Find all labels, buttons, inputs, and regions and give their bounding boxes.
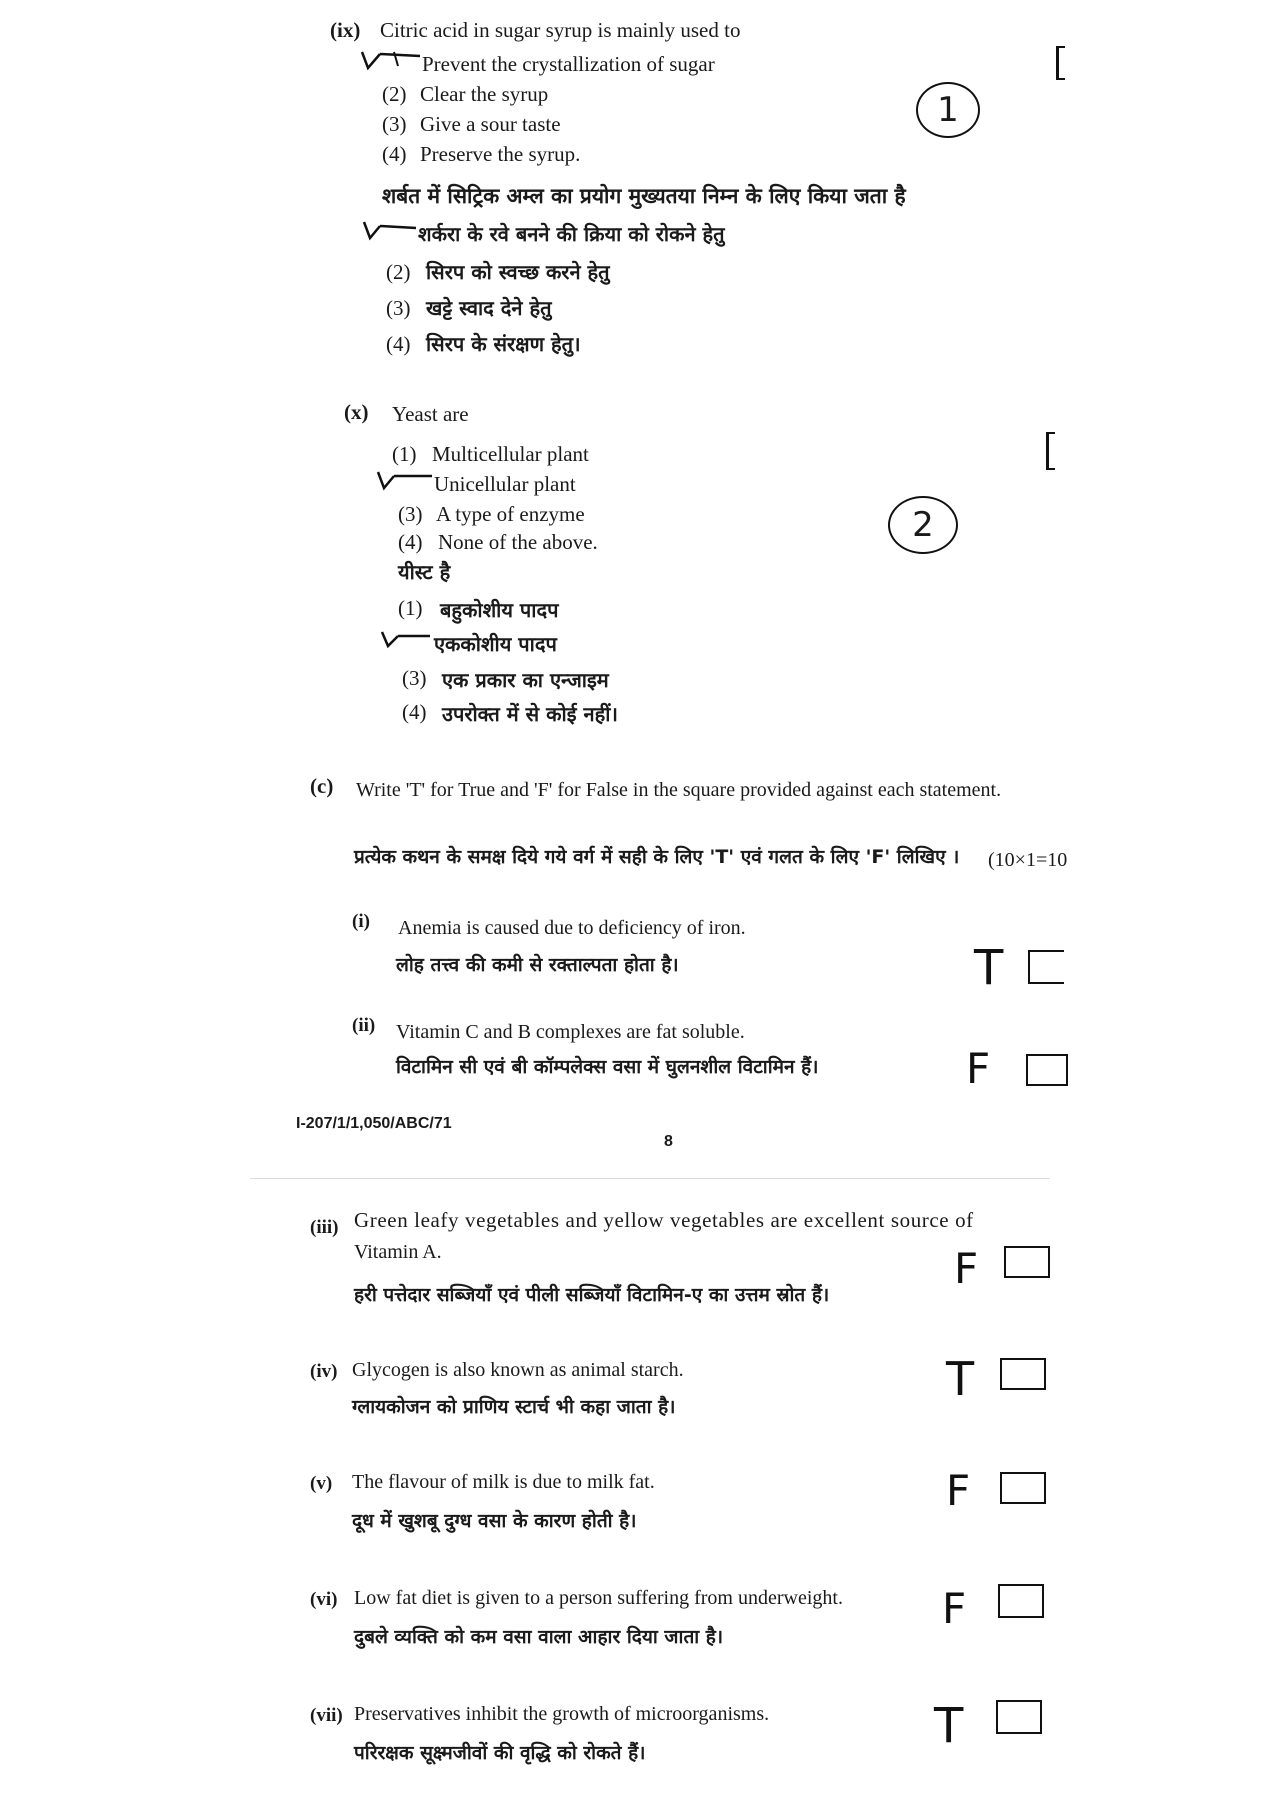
item-1-en: Anemia is caused due to deficiency of iron.: [398, 917, 746, 939]
item-2-answer-box[interactable]: [1026, 1054, 1068, 1086]
q10-option-4-hi-num: (4): [402, 700, 427, 724]
item-1-answer: T: [974, 940, 1004, 996]
q10-answer-bracket: [1046, 432, 1055, 470]
checkmark-icon: [358, 48, 424, 74]
q9-option-3-hi: खट्टे स्वाद देने हेतु: [426, 296, 552, 320]
item-7-answer-box[interactable]: [996, 1700, 1042, 1734]
q9-question-en: Citric acid in sugar syrup is mainly used to: [380, 18, 741, 42]
item-7-hi: परिरक्षक सूक्ष्मजीवों की वृद्धि को रोकते हैं।: [354, 1742, 646, 1764]
q10-option-1-hi: बहुकोशीय पादप: [440, 598, 559, 622]
item-2-label: (ii): [352, 1015, 376, 1036]
q10-answer-tick-en: [374, 468, 434, 498]
item-5-hi: दूध में खुशबू दुग्ध वसा के कारण होती है।: [352, 1510, 637, 1532]
item-7-answer: T: [934, 1698, 964, 1754]
q10-option-2-en: Unicellular plant: [434, 472, 576, 496]
section-c-marks: (10×1=10: [988, 849, 1068, 871]
q9-option-4-en: Preserve the syrup.: [420, 142, 581, 166]
q9-option-2-num: (2): [382, 82, 407, 106]
item-5-en: The flavour of milk is due to milk fat.: [352, 1471, 655, 1493]
q9-option-2-hi: सिरप को स्वच्छ करने हेतु: [426, 260, 610, 284]
q10-option-4-num: (4): [398, 530, 423, 554]
q10-option-3-hi-num: (3): [402, 666, 427, 690]
item-7-en: Preservatives inhibit the growth of microorganisms.: [354, 1703, 770, 1725]
item-1-label: (i): [352, 911, 370, 932]
q9-option-4-hi-num: (4): [386, 332, 411, 356]
item-2-hi: विटामिन सी एवं बी कॉम्पलेक्स वसा में घुलनशील विटामिन हैं।: [396, 1056, 819, 1078]
q10-option-3-en: A type of enzyme: [436, 502, 585, 526]
q9-option-3-num: (3): [382, 112, 407, 136]
footer-code: I-207/1/1,050/ABC/71: [296, 1115, 452, 1132]
checkmark-icon: [374, 468, 434, 494]
item-4-label: (iv): [310, 1361, 338, 1382]
q9-answer-bracket: [1056, 46, 1065, 80]
item-4-en: Glycogen is also known as animal starch.: [352, 1359, 684, 1381]
q10-option-3-hi: एक प्रकार का एन्जाइम: [442, 668, 609, 692]
item-3-answer: F: [954, 1244, 979, 1293]
q9-answer-tick-en: [358, 48, 424, 78]
q10-option-1-en: Multicellular plant: [432, 442, 589, 466]
q10-question-en: Yeast are: [392, 402, 469, 426]
item-1-hi: लोह तत्त्व की कमी से रक्ताल्पता होता है।: [396, 954, 679, 976]
q10-option-1-hi-num: (1): [398, 596, 423, 620]
item-2-answer: F: [966, 1044, 991, 1093]
q10-answer-circle: 2: [888, 496, 958, 554]
item-4-answer: T: [946, 1352, 975, 1406]
q9-option-4-hi: सिरप के संरक्षण हेतु।: [426, 332, 581, 356]
q10-option-1-num: (1): [392, 442, 417, 466]
q9-option-2-hi-num: (2): [386, 260, 411, 284]
q9-option-3-en: Give a sour taste: [420, 112, 561, 136]
checkmark-icon: [360, 218, 420, 244]
item-3-en-continued: Vitamin A.: [354, 1241, 442, 1263]
section-c-instruction-hi: प्रत्येक कथन के समक्ष दिये गये वर्ग में सही के लिए 'T' एवं गलत के लिए 'F' लिखिए ।: [354, 846, 960, 868]
item-6-answer: F: [942, 1584, 967, 1633]
item-5-answer-box[interactable]: [1000, 1472, 1046, 1504]
item-2-en: Vitamin C and B complexes are fat soluble.: [396, 1021, 745, 1043]
q10-answer-tick-hi: [378, 628, 434, 656]
q9-option-1-hi: शर्करा के रवे बनने की क्रिया को रोकने हेतु: [418, 222, 725, 246]
item-6-hi: दुबले व्यक्ति को कम वसा वाला आहार दिया जाता है।: [354, 1626, 724, 1648]
q9-option-1-en: Prevent the crystallization of sugar: [422, 52, 715, 76]
item-7-label: (vii): [310, 1705, 343, 1726]
item-3-hi: हरी पत्तेदार सब्जियाँ एवं पीली सब्जियाँ विटामिन-ए का उत्तम स्रोत हैं।: [354, 1284, 830, 1306]
q9-option-3-hi-num: (3): [386, 296, 411, 320]
item-6-en: Low fat diet is given to a person suffering from underweight.: [354, 1587, 843, 1609]
q9-answer-tick-hi: [360, 218, 420, 248]
q10-option-3-num: (3): [398, 502, 423, 526]
q9-question-hi: शर्बत में सिट्रिक अम्ल का प्रयोग मुख्यतया निम्न के लिए किया जता है: [382, 184, 906, 208]
q9-answer-circle: 1: [916, 82, 980, 138]
q10-option-2-hi: एककोशीय पादप: [434, 632, 557, 656]
item-4-answer-box[interactable]: [1000, 1358, 1046, 1390]
item-1-answer-box[interactable]: [1028, 950, 1064, 984]
footer-page-number: 8: [664, 1133, 673, 1150]
q10-label: (x): [344, 400, 369, 424]
item-3-label: (iii): [310, 1217, 339, 1238]
item-6-label: (vi): [310, 1589, 338, 1610]
item-5-label: (v): [310, 1473, 333, 1494]
item-3-answer-box[interactable]: [1004, 1246, 1050, 1278]
q10-question-hi: यीस्ट है: [398, 560, 451, 584]
q10-option-4-en: None of the above.: [438, 530, 598, 554]
q9-option-4-num: (4): [382, 142, 407, 166]
item-5-answer: F: [946, 1466, 971, 1515]
q9-option-2-en: Clear the syrup: [420, 82, 549, 106]
item-4-hi: ग्लायकोजन को प्राणिय स्टार्च भी कहा जाता है।: [352, 1396, 676, 1418]
page-divider: [250, 1178, 1050, 1179]
q10-option-4-hi: उपरोक्त में से कोई नहीं।: [442, 702, 618, 726]
q9-label: (ix): [330, 18, 361, 42]
section-c-label: (c): [310, 774, 334, 798]
item-3-en: Green leafy vegetables and yellow vegetables are excellent source of: [354, 1208, 974, 1232]
checkmark-icon: [378, 628, 434, 652]
section-c-instruction-en: Write 'T' for True and 'F' for False in the square provided against each statement.: [356, 779, 1002, 801]
item-6-answer-box[interactable]: [998, 1584, 1044, 1618]
